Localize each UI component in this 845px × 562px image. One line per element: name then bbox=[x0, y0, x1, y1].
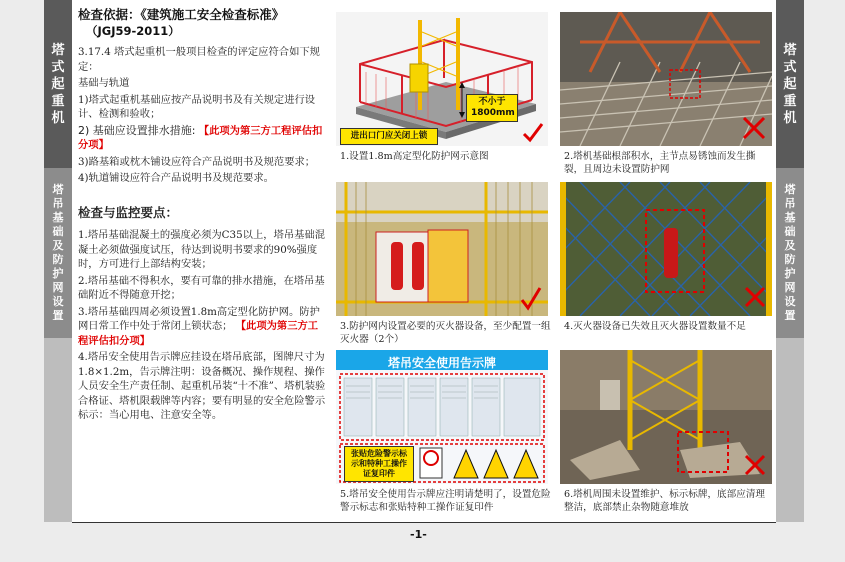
basis-subheading: 基础与轨道 bbox=[78, 77, 130, 89]
mesh-fence-illustration bbox=[560, 182, 772, 316]
fence-illustration bbox=[336, 12, 548, 146]
caption-5: 5.塔吊安全使用告示牌应注明请楚明了，设置危险警示标志和张贴特种工操作证复印件 bbox=[340, 489, 551, 513]
side-tab-left-mid: 塔吊基础及防护网设置 bbox=[44, 168, 72, 338]
photo-failed-extinguishers bbox=[560, 182, 772, 316]
caption-3: 3.防护网内设置必要的灭火器设备，至少配置一组灭火器（2个） bbox=[340, 321, 551, 345]
side-tab-right-mid: 塔吊基础及防护网设置 bbox=[776, 168, 804, 338]
photo-debris-base bbox=[560, 350, 772, 484]
caption-1: 1.设置1.8m高定型化防护网示意图 bbox=[340, 151, 489, 162]
photo-safety-notice-board bbox=[336, 350, 548, 484]
bottom-rule bbox=[72, 522, 776, 523]
point-4: 4.塔吊安全使用告示牌应挂设在塔吊底部，图牌尺寸为1.8×1.2m，告示牌注明：设备概况、操作规程、操作人员安全生产责任制、起重机吊装“十不准”、塔机装验合格证、塔机限载牌等内容；要有明显的安全危险警示标示：当心用电、注意安全等。 bbox=[78, 351, 326, 421]
height-label: 不小于1800mm bbox=[466, 94, 518, 122]
basis-standard-code: （JGJ59-2011） bbox=[86, 24, 180, 38]
door-lock-label: 进出口门应关闭上锁 bbox=[340, 128, 438, 145]
extinguisher-illustration bbox=[336, 182, 548, 316]
rebar-base-illustration bbox=[560, 12, 772, 146]
basis-intro: 3.17.4 塔式起重机一般项目检查的评定应符合如下规定： bbox=[78, 46, 320, 73]
basis-item-2 bbox=[78, 124, 328, 153]
side-tab-left-top: 塔式起重机 bbox=[44, 0, 72, 168]
point-1: 1.塔吊基础混凝土的强度必须为C35以上，塔吊基础混凝土必须做强度试压，待达到说明书要求的90%强度时，方可进行上部结构安装； bbox=[78, 229, 326, 270]
point-2: 2.塔吊基础不得积水，要有可靠的排水措施，在塔吊基础附近不得随意开挖； bbox=[78, 274, 325, 301]
basis-item-2-text: 2) 基础应设置排水措施: bbox=[78, 123, 196, 137]
basis-item-1: 1)塔式起重机基础应按产品说明书及有关规定进行设计、检测和验收； bbox=[78, 93, 316, 120]
photo-rusty-base bbox=[560, 12, 772, 146]
side-tab-left-bottom bbox=[44, 338, 72, 522]
caption-6: 6.塔机周围未设置维护、标示标牌，底部应清理整洁，底部禁止杂物随意堆放 bbox=[564, 489, 766, 513]
side-tab-right-bottom bbox=[776, 338, 804, 522]
point-3 bbox=[78, 305, 328, 349]
basis-item-3: 3)路基箱或枕木铺设应符合产品说明书及规范要求； bbox=[78, 155, 316, 168]
photo-fire-extinguishers bbox=[336, 182, 548, 316]
point-3-text: 3.塔吊基础四周必须设置1.8m高定型化防护网。防护网日常工作中处于常闭上锁状态； bbox=[78, 305, 320, 332]
points-title: 检查与监控要点： bbox=[78, 204, 179, 220]
warning-label: 张贴危险警示标示和特种工操作证复印件 bbox=[344, 446, 414, 482]
point-3-flag: 【此项为第三方工程评估扣分项】 bbox=[78, 320, 319, 347]
page-number: -1- bbox=[410, 528, 427, 541]
debris-illustration bbox=[560, 350, 772, 484]
caption-4: 4.灭火器设备已失效且灭火器设置数量不足 bbox=[564, 321, 746, 332]
caption-2: 2.塔机基础根部积水，主节点易锈蚀而发生撕裂，且周边未设置防护网 bbox=[564, 151, 756, 175]
photo-fence-diagram bbox=[336, 12, 548, 146]
basis-item-4: 4)轨道铺设应符合产品说明书及规范要求。 bbox=[78, 172, 274, 184]
text-column bbox=[78, 6, 328, 425]
basis-item-2-flag: 【此项为第三方工程评估扣分项】 bbox=[78, 124, 323, 151]
side-tab-right-top: 塔式起重机 bbox=[776, 0, 804, 168]
poster-title: 塔吊安全使用告示牌 bbox=[387, 356, 496, 370]
basis-title: 检查依据：《建筑施工安全检查标准》 bbox=[78, 7, 285, 22]
